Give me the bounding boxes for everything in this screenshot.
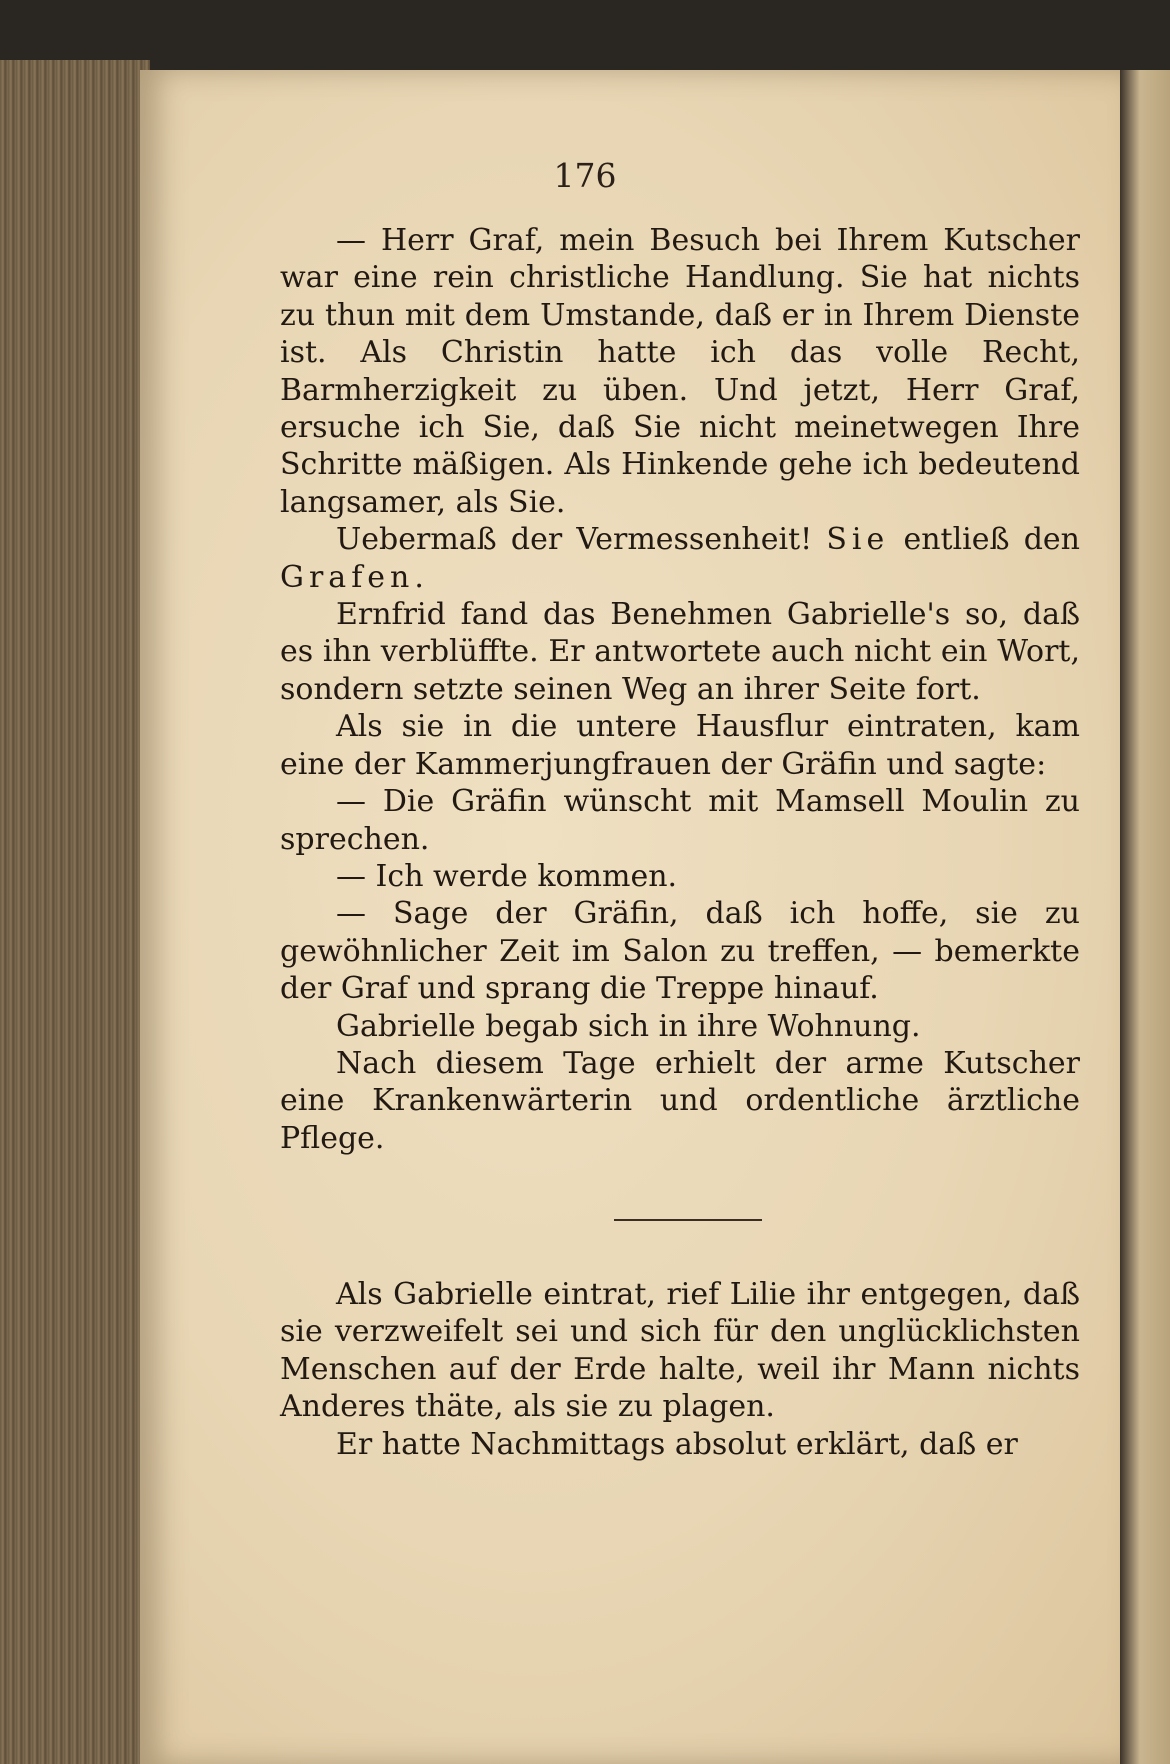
- paragraph: Er hatte Nachmittags absolut erklärt, daß er: [336, 1426, 1018, 1462]
- text-block-bottom: [280, 1276, 1080, 1463]
- paragraph: Nach diesem Tage erhielt der arme Kutscher eine Krankenwärterin und ordentliche ärztliche Pflege.: [280, 1045, 1080, 1156]
- next-page-edge: [1120, 70, 1170, 1764]
- paragraph: Als Gabrielle eintrat, rief Lilie ihr entgegen, daß sie verzweifelt sei und sich für den unglücklichsten Menschen auf der Erde halte, weil ihr Mann nichts Anderes thäte, als sie zu plagen.: [280, 1277, 1080, 1425]
- paragraph-text: Uebermaß der Vermessenheit!: [336, 522, 813, 558]
- emphasized-word: Sie: [826, 522, 890, 558]
- paragraph: — Die Gräfin wünscht mit Mamsell Moulin zu sprechen.: [280, 784, 1080, 857]
- book-spine-edges: [0, 60, 150, 1764]
- paragraph: Als sie in die untere Hausflur eintraten, kam eine der Kammerjungfrauen der Gräfin und sagte:: [280, 709, 1080, 782]
- paragraph: — Herr Graf, mein Besuch bei Ihrem Kutscher war eine rein christliche Handlung. Sie hat nichts zu thun mit dem Umstande, daß er in Ihrem Dienste ist. Als Christin hatte ich das volle Recht, Barmherzigkeit zu üben. Und jetzt, Herr Graf, ersuche ich Sie, daß Sie nicht meinetwegen Ihre Schritte mäßigen. Als Hinkende gehe ich bedeutend langsamer, als Sie.: [280, 223, 1080, 520]
- page-number: 176: [553, 156, 617, 195]
- paragraph: [280, 521, 1080, 596]
- paragraph-text: entließ den: [903, 522, 1080, 558]
- paragraph: Ernfrid fand das Benehmen Gabrielle's so, daß es ihn verblüffte. Er antwortete auch nicht ein Wort, sondern setzte seinen Weg an ihrer Seite fort.: [280, 597, 1080, 707]
- text-block-top: [280, 222, 1080, 1157]
- emphasized-word: Grafen.: [280, 559, 429, 595]
- paragraph: — Sage der Gräfin, daß ich hoffe, sie zu gewöhnlicher Zeit im Salon zu treffen, — bemerkte der Graf und sprang die Treppe hinauf.: [280, 896, 1080, 1007]
- section-divider: [614, 1219, 762, 1221]
- paragraph: — Ich werde kommen.: [336, 858, 678, 894]
- paragraph: Gabrielle begab sich in ihre Wohnung.: [336, 1008, 921, 1044]
